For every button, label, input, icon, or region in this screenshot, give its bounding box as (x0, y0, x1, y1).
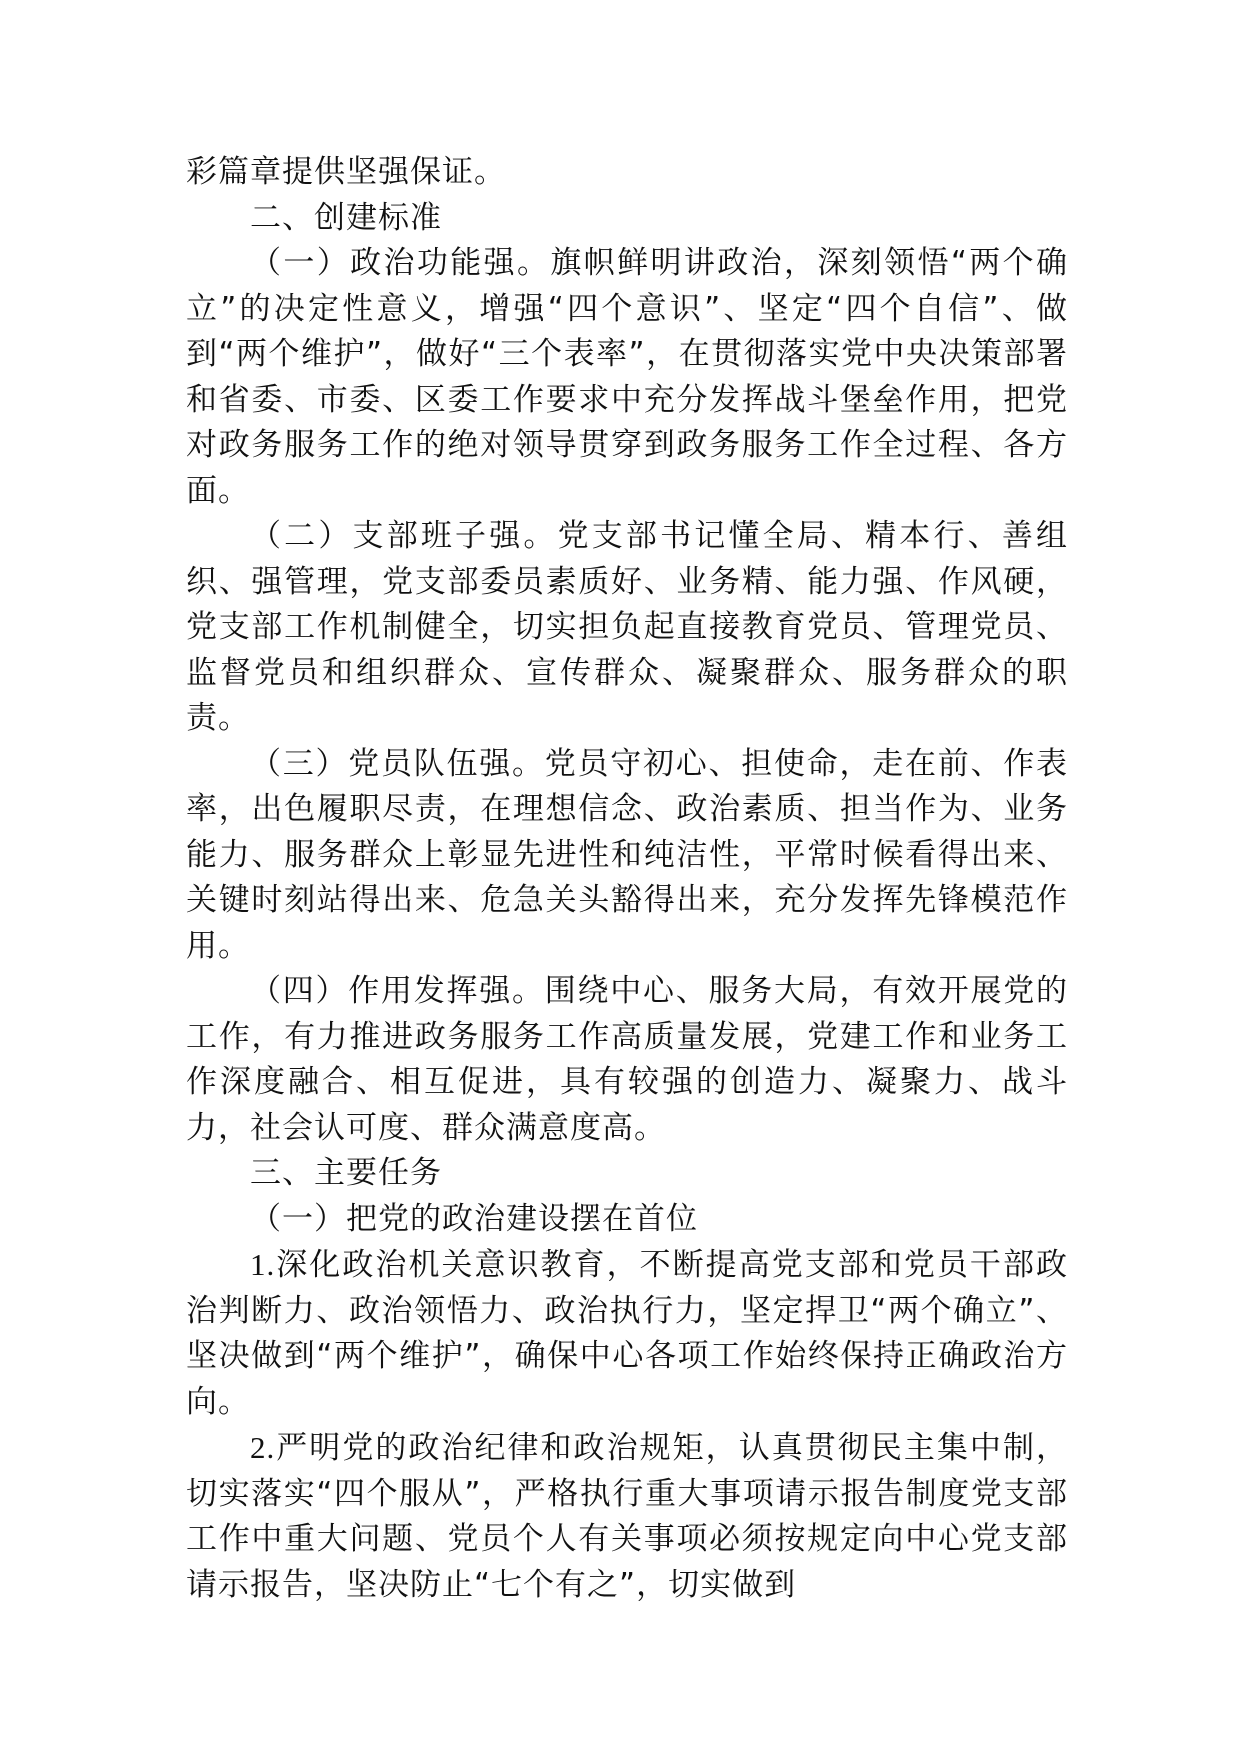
subsection-heading-political-building: （一）把党的政治建设摆在首位 (250, 1200, 698, 1237)
item-number: 1. (250, 1247, 276, 1282)
section-heading-main-tasks: 三、主要任务 (250, 1155, 442, 1191)
paragraph-member-team: （三）党员队伍强。党员守初心、担使命，走在前、作表率，出色履职尽责，在理想信念、政治素质、担当作为、业务能力、服务群众上彰显先进性和纯洁性，平常时候看得出来、关键时刻站得出来、危急关头豁得出来，充分发挥先锋模范作用。 (186, 745, 1068, 964)
item-number: 2. (250, 1430, 276, 1465)
paragraph-branch-team: （二）支部班子强。党支部书记懂全局、精本行、善组织、强管理，党支部委员素质好、业务精、能力强、作风硬，党支部工作机制健全，切实担负起直接教育党员、管理党员、监督党员和组织群众、宣传群众、凝聚群众、服务群众的职责。 (186, 518, 1068, 736)
item-text: 严明党的政治纪律和政治规矩，认真贯彻民主集中制，切实落实“四个服从”，严格执行重大事项请示报告制度党支部工作中重大问题、党员个人有关事项必须按规定向中心党支部请示报告，坚决防止“七个有之”，切实做到 (186, 1430, 1068, 1603)
paragraph-role-play: （四）作用发挥强。围绕中心、服务大局，有效开展党的工作，有力推进政务服务工作高质量发展，党建工作和业务工作深度融合、相互促进，具有较强的创造力、凝聚力、战斗力，社会认可度、群众满意度高。 (186, 973, 1068, 1146)
numbered-item-1 (186, 1242, 1068, 1425)
numbered-item-2 (186, 1425, 1068, 1608)
paragraph-continuation: 彩篇章提供坚强保证。 (186, 154, 506, 190)
item-text: 深化政治机关意识教育，不断提高党支部和党员干部政治判断力、政治领悟力、政治执行力，坚定捍卫“两个确立”、坚决做到“两个维护”，确保中心各项工作始终保持正确政治方向。 (186, 1247, 1068, 1420)
section-heading-creation-standards: 二、创建标准 (250, 199, 442, 236)
document-page (186, 150, 1068, 1608)
paragraph-political-function: （一）政治功能强。旗帜鲜明讲政治，深刻领悟“两个确立”的决定性意义，增强“四个意识”、坚定“四个自信”、做到“两个维护”，做好“三个表率”，在贯彻落实党中央决策部署和省委、市委、区委工作要求中充分发挥战斗堡垒作用，把党对政务服务工作的绝对领导贯穿到政务服务工作全过程、各方面。 (186, 245, 1068, 509)
